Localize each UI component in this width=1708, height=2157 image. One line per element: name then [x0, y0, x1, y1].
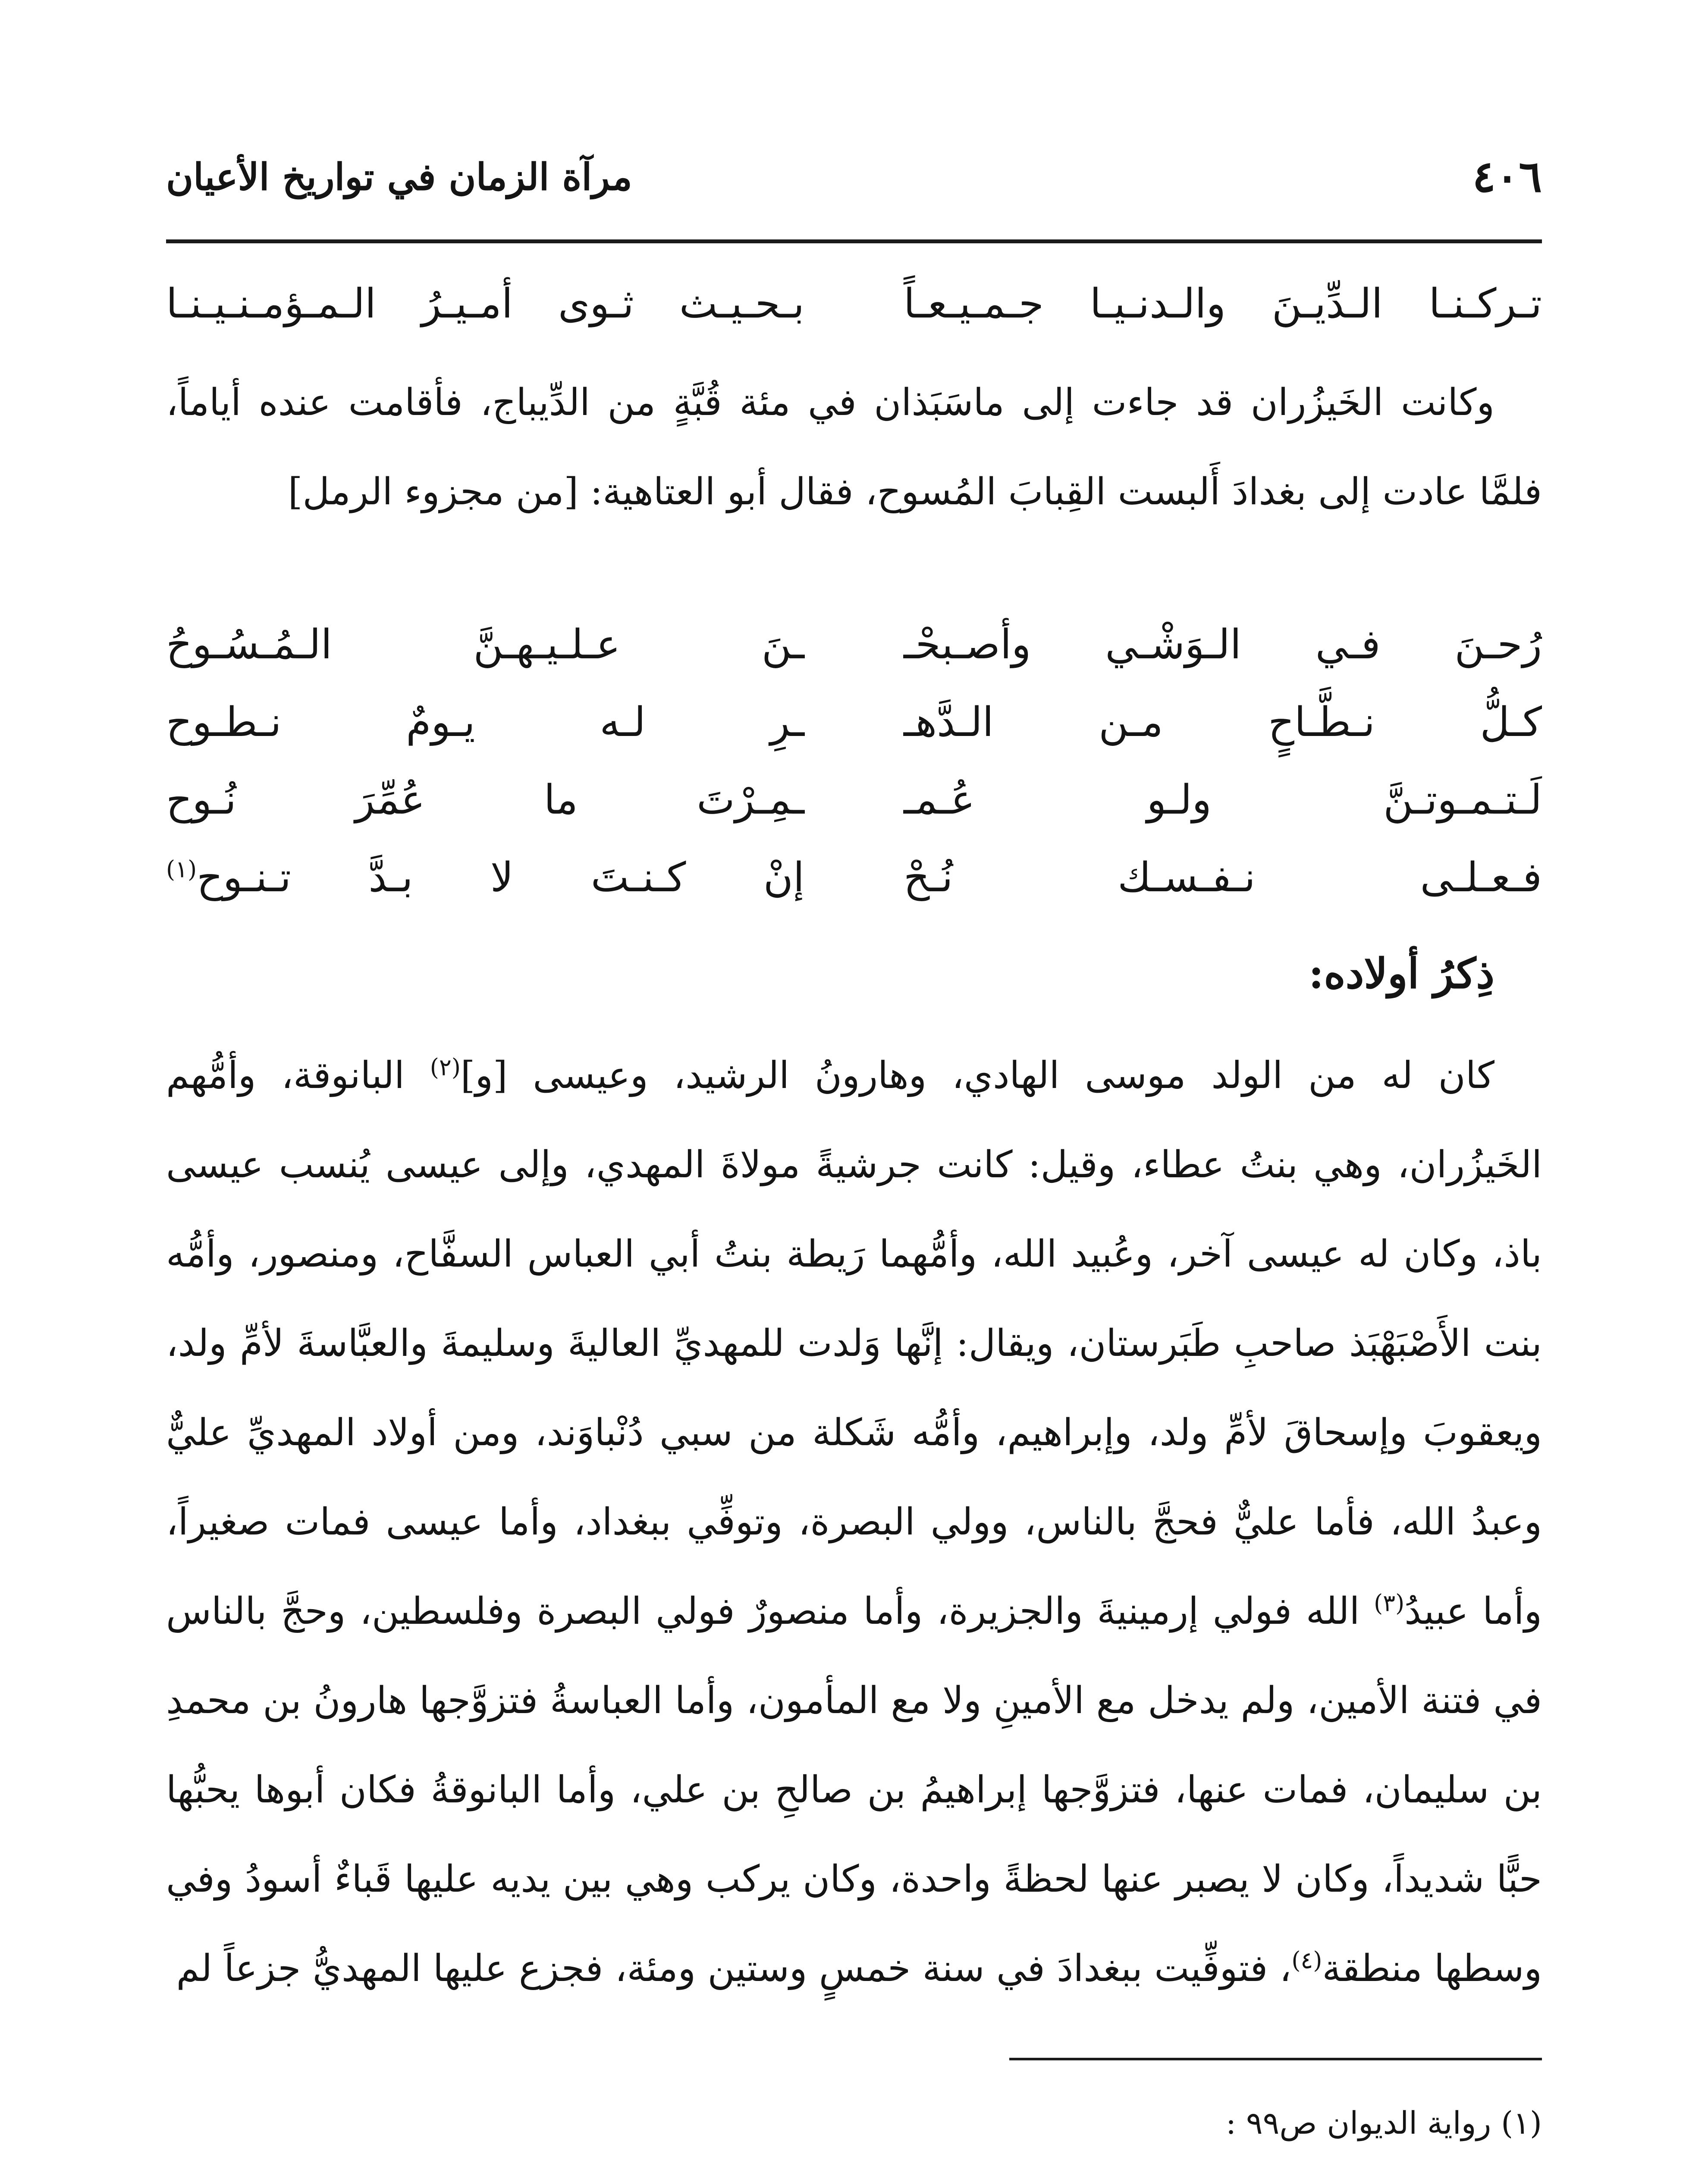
section-heading: ذِكرُ أولاده:: [1308, 949, 1494, 998]
footnote-marker-2: (٢): [430, 1053, 461, 1081]
poem-line-3-first-hemistich: لَـتـمـوتـنَّ ولـو عُـمـ: [904, 777, 1542, 824]
poem-line-4-first-hemistich: فـعـلـى نـفـسـك نُـحْ: [904, 854, 1542, 901]
section-heading-block: [166, 949, 1542, 998]
poem-line-4-second-hemistich-text: إنْ كـنـتَ لا بـدَّ تـنـوح: [197, 854, 804, 901]
verse-intro-first-hemistich: تـركـنـا الـدِّيـنَ والـدنـيـا جـمـيـعـاً: [904, 280, 1542, 327]
footnote-1-id: (١): [1501, 2105, 1542, 2141]
footnote-marker-3: (٣): [1374, 1589, 1405, 1617]
paragraph-khayzuran: [166, 358, 1542, 537]
paragraph-text: وكانت الخَيزُران قد جاءت إلى ماسَبَذان في مئة قُبَّةٍ من الدِّيباج، فأقامت عنده أياماً، فلمَّا عادت إلى بغدادَ أَلبست القِبابَ المُسوح، فقال أبو العتاهية: [من مجزوء الرمل]: [166, 381, 1542, 513]
poem-line-2: [166, 699, 1542, 777]
paragraph-children-part-d: ، فتوفِّيت ببغدادَ في سنة خمسٍ وستين ومئة، فجزع عليها المهديُّ جزعاً لم: [176, 1947, 1292, 1990]
paragraph-children: [166, 1031, 1542, 2013]
poem-line-1: [166, 621, 1542, 699]
footnotes: [166, 2084, 1542, 2157]
paragraph-children-text: [166, 1031, 1542, 2013]
poem-line-4: [166, 854, 1542, 932]
poem-line-1-second-hemistich: ـنَ عـلـيـهـنَّ الـمُـسُـوحُ: [166, 621, 804, 668]
paragraph-children-part-c: الله فولي إرمينيةَ والجزيرة، وأما منصورٌ فولي البصرة وفلسطين، وحجَّ بالناس في فتنة الأمين، ولم يدخل مع الأمينِ ولا مع المأمون، وأما العباسةُ فتزوَّجها هارونُ بن محمدِ بن سليمان، فمات عنها، فتزوَّجها إبراهيمُ بن صالحِ بن علي، وأما البانوقةُ فكان أبوها يحبُّها حبًّا شديداً، وكان لا يصبر عنها لحظةً واحدة، وكان يركب وهي بين يديه عليها قَباءٌ أسودُ وفي وسطها منطقة: [166, 1590, 1542, 1990]
paragraph-children-part-b: البانوقة، وأمُّهم الخَيزُران، وهي بنتُ عطاء، وقيل: كانت جرشيةً مولاةَ المهدي، وإلى عيسى يُنسب عيسى باذ، وكان له عيسى آخر، وعُبيد الله، وأمُّهما رَيطة بنتُ أبي العباس السفَّاح، ومنصور، وأمُّه بنت الأَصْبَهْبَذ صاحبِ طَبَرستان، ويقال: إنَّها وَلدت للمهديِّ العاليةَ وسليمةَ والعبَّاسةَ لأمِّ ولد، ويعقوبَ وإسحاقَ لأمِّ ولد، وإبراهيم، وأمُّه شَكلة من سبي دُنْباوَند، ومن أولاد المهديِّ عليٌّ وعبدُ الله، فأما عليٌّ فحجَّ بالناس، وولي البصرة، وتوفِّي ببغداد، وأما عيسى فمات صغيراً، وأما عبيدُ: [166, 1054, 1542, 1633]
footnote-marker-1: (١): [166, 855, 197, 883]
page-header: [166, 142, 1542, 216]
footnote-1: [166, 2084, 1542, 2157]
poem-line-2-first-hemistich: كـلُّ نـطَّـاحٍ مـن الـدَّهـ: [904, 699, 1542, 746]
poem-line-4-second-hemistich: [166, 854, 804, 901]
poem-line-3-second-hemistich: ـمِـرْتَ ما عُمِّرَ نُـوح: [166, 777, 804, 824]
poem-line-2-second-hemistich: ـرِ لـه يـومٌ نـطـوح: [166, 699, 804, 746]
page-number: ٤٠٦: [1472, 151, 1542, 202]
paragraph-children-part-a: كان له من الولد موسى الهادي، وهارونُ الرشيد، وعيسى [و]: [460, 1054, 1494, 1097]
header-rule: [166, 239, 1542, 243]
verse-intro: [166, 280, 1542, 358]
footnote-marker-4: (٤): [1291, 1946, 1322, 1974]
footnote-rule: [1009, 2058, 1542, 2060]
running-title: مرآة الزمان في تواريخ الأعيان: [166, 155, 632, 199]
poem-line-3: [166, 777, 1542, 854]
footnote-1-text: رواية الديوان ص٩٩ :: [1225, 2105, 1491, 2141]
verse-intro-second-hemistich: بـحـيـث ثـوى أمـيـرُ الـمـؤمـنـيـنـا: [166, 280, 804, 327]
poem-line-1-first-hemistich: رُحـنَ فـي الـوَشْـي وأصـبحْـ: [904, 621, 1542, 668]
